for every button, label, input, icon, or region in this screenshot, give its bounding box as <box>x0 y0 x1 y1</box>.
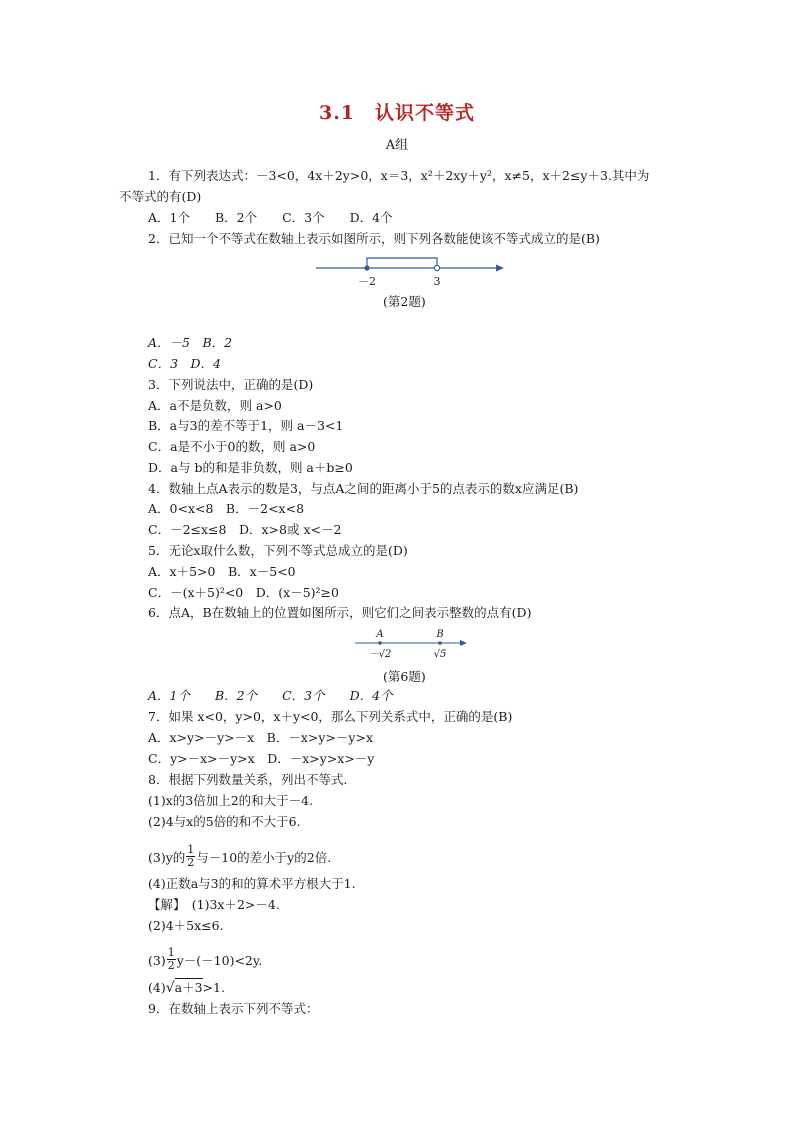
point-b-value: √5 <box>433 649 447 660</box>
answer-4-suffix: >1. <box>202 980 225 995</box>
tick-label-right: 3 <box>433 275 441 288</box>
question-7-options-cd: C．y>－x>－y>x D．－x>y>x>－y <box>148 751 375 766</box>
question-1-line-2: 不等式的有(D) <box>119 189 202 204</box>
part-3-prefix: (3)y的 <box>148 850 186 865</box>
question-7: 7．如果 x<0，y>0，x＋y<0，那么下列关系式中，正确的是(B) <box>148 709 513 724</box>
fraction-denominator: 2 <box>187 856 195 869</box>
axis-arrow <box>460 640 467 646</box>
answer-3-suffix: y－(－10)<2y. <box>176 953 263 968</box>
point-b-label: B <box>436 629 444 640</box>
tick-label-left: －2 <box>358 275 376 288</box>
question-4: 4．数轴上点A表示的数是3，与点A之间的距离小于5的点表示的数x应满足(B) <box>148 481 579 496</box>
figure-caption-q2: (第2题) <box>383 294 426 309</box>
solid-dot <box>364 265 369 270</box>
question-6: 6．点A，B在数轴上的位置如图所示，则它们之间表示整数的点有(D) <box>148 605 532 620</box>
question-2-options-ab: A．－5 B．2 <box>148 335 233 350</box>
question-8-part-3 <box>148 843 332 871</box>
question-1-line-1: 1．有下列表达式：－3<0，4x＋2y>0，x＝3，x²＋2xy＋y²，x≠5，x＋2≤y＋3.其中为 <box>148 168 650 183</box>
question-8: 8．根据下列数量关系，列出不等式． <box>148 772 356 787</box>
axis-arrow <box>496 265 504 272</box>
page-title: 3.1 认识不等式 <box>318 102 476 124</box>
question-2-options-cd: C．3 D．4 <box>148 356 221 371</box>
question-5: 5．无论x取什么数，下列不等式总成立的是(D) <box>148 543 408 558</box>
point-a <box>378 641 382 645</box>
answer-3-prefix: (3) <box>148 953 166 968</box>
question-5-options-cd: C．－(x＋5)²<0 D．(x－5)²≥0 <box>148 585 339 600</box>
point-b <box>438 641 442 645</box>
answer-4-prefix: (4) <box>148 980 166 995</box>
question-8-part-1: (1)x的3倍加上2的和大于－4. <box>148 793 314 808</box>
fraction-denominator: 2 <box>167 959 175 972</box>
question-6-options: A．1个 B．2个 C．3个 D．4个 <box>148 688 393 703</box>
answer-1: 【解】 (1)3x＋2>－4. <box>148 897 280 912</box>
radicand: a＋3 <box>174 980 203 995</box>
question-8-part-2: (2)4与x的5倍的和不大于6. <box>148 814 301 829</box>
question-9: 9．在数轴上表示下列不等式： <box>148 1001 319 1016</box>
question-1-options: A．1个 B．2个 C．3个 D．4个 <box>148 210 393 225</box>
fraction-numerator: 1 <box>187 843 195 856</box>
question-4-options-cd: C．－2≤x≤8 D．x>8或 x<－2 <box>148 522 342 537</box>
hollow-dot <box>434 265 439 270</box>
part-3-suffix: 与－10的差小于y的2倍. <box>196 850 332 865</box>
answer-4 <box>148 980 225 996</box>
solution-bracket <box>367 258 437 268</box>
question-3-option-d: D．a与 b的和是非负数，则 a＋b≥0 <box>148 460 353 475</box>
fraction-one-half <box>186 844 195 869</box>
question-5-options-ab: A．x＋5>0 B．x－5<0 <box>148 564 296 579</box>
question-3-option-b: B．a与3的差不等于1，则 a－3<1 <box>148 418 344 433</box>
number-line-q2 <box>312 255 512 291</box>
question-7-options-ab: A．x>y>－y>－x B．－x>y>－y>x <box>148 730 374 745</box>
radical-sign: √ <box>165 980 175 996</box>
answer-3 <box>148 946 263 974</box>
point-a-label: A <box>376 629 384 640</box>
fraction-one-half <box>167 947 176 972</box>
question-8-part-4: (4)正数a与3的和的算术平方根大于1. <box>148 876 356 891</box>
group-heading: A组 <box>385 138 409 153</box>
question-4-options-ab: A．0<x<8 B．－2<x<8 <box>148 501 305 516</box>
question-2: 2．已知一个不等式在数轴上表示如图所示，则下列各数能使该不等式成立的是(B) <box>148 231 600 246</box>
answer-2: (2)4＋5x≤6. <box>148 918 224 933</box>
point-a-value: －√2 <box>368 649 392 660</box>
question-3-option-a: A．a不是负数，则 a>0 <box>148 398 282 413</box>
question-3-option-c: C．a是不小于0的数，则 a>0 <box>148 439 316 454</box>
number-line-q6 <box>352 626 472 662</box>
question-3: 3．下列说法中，正确的是(D) <box>148 377 314 392</box>
figure-caption-q6: (第6题) <box>383 669 426 684</box>
fraction-numerator: 1 <box>167 946 175 959</box>
